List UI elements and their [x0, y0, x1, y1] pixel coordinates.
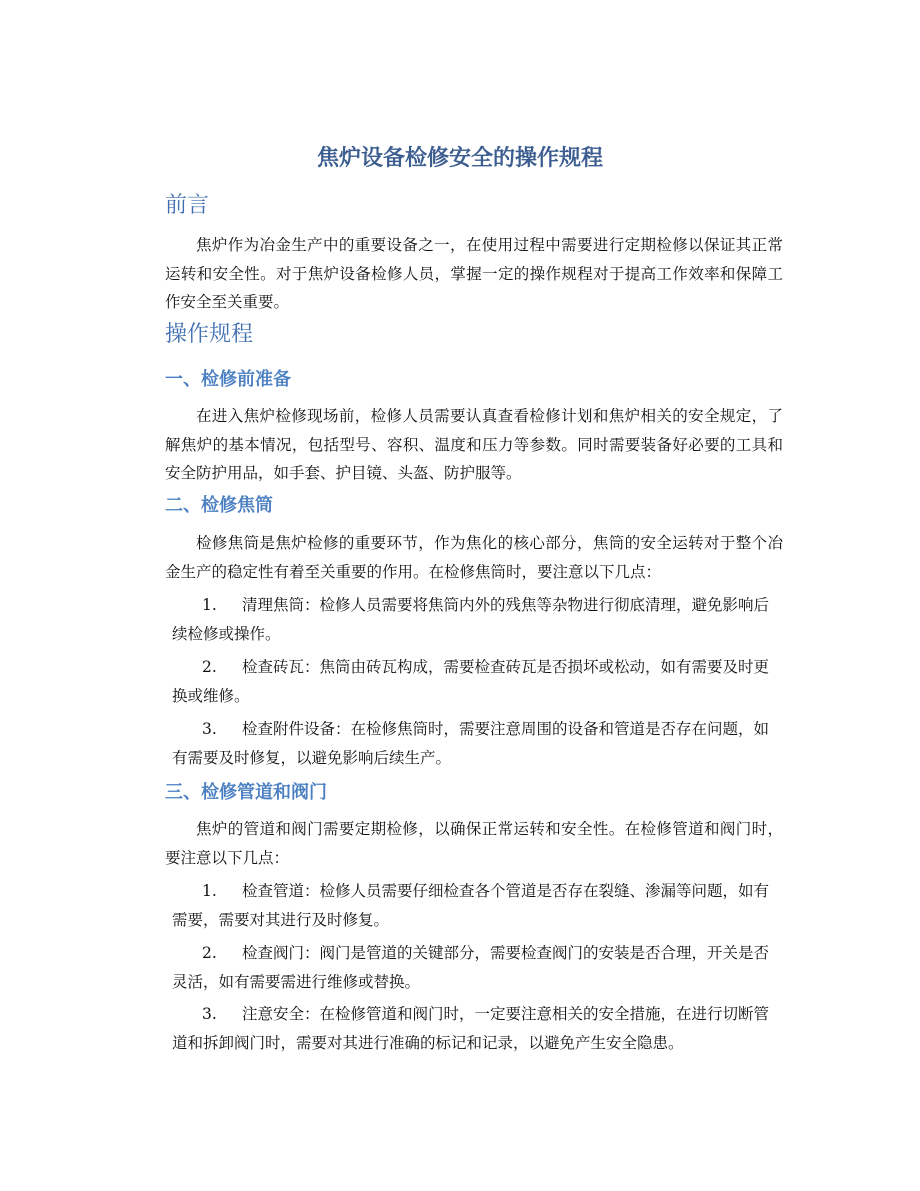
list-item: [172, 653, 784, 710]
procedures-heading: 操作规程: [165, 322, 254, 347]
list-item-number: 2.: [202, 658, 217, 676]
list-item-number: 3.: [202, 720, 217, 738]
list-item-text: 检查阀门：阀门是管道的关键部分，需要检查阀门的安装是否合理，开关是否灵活，如有需要需进行维修或替换。: [172, 944, 770, 991]
section-3-heading: 三、检修管道和阀门: [165, 782, 327, 803]
section-1-paragraph: 在进入焦炉检修现场前，检修人员需要认真查看检修计划和焦炉相关的安全规定，了解焦炉的基本情况，包括型号、容积、温度和压力等参数。同时需要装备好必要的工具和安全防护用品，如手套、护目镜、头盔、防护服等。: [165, 407, 783, 482]
list-item-number: 3.: [202, 1005, 217, 1023]
list-item-text: 注意安全：在检修管道和阀门时，一定要注意相关的安全措施，在进行切断管道和拆卸阀门时，需要对其进行准确的标记和记录，以避免产生安全隐患。: [172, 1005, 770, 1052]
list-item: [172, 877, 784, 934]
list-item-text: 检查砖瓦：焦筒由砖瓦构成，需要检查砖瓦是否损坏或松动，如有需要及时更换或维修。: [172, 658, 770, 705]
section-1-heading: 一、检修前准备: [165, 369, 291, 390]
intro-heading: 前言: [165, 193, 210, 218]
intro-paragraph: 焦炉作为冶金生产中的重要设备之一，在使用过程中需要进行定期检修以保证其正常运转和安全性。对于焦炉设备检修人员，掌握一定的操作规程对于提高工作效率和保障工作安全至关重要。: [165, 236, 783, 311]
section-2-paragraph: 检修焦筒是焦炉检修的重要环节，作为焦化的核心部分，焦筒的安全运转对于整个冶金生产的稳定性有着至关重要的作用。在检修焦筒时，要注意以下几点：: [165, 534, 783, 581]
list-item-number: 2.: [202, 944, 217, 962]
list-item-text: 检查管道：检修人员需要仔细检查各个管道是否存在裂缝、渗漏等问题，如有需要，需要对其进行及时修复。: [172, 882, 770, 929]
list-item: [172, 1000, 784, 1057]
list-item-text: 清理焦筒：检修人员需要将焦筒内外的残焦等杂物进行彻底清理，避免影响后续检修或操作。: [172, 596, 770, 643]
list-item: [172, 591, 784, 648]
section-3-paragraph: 焦炉的管道和阀门需要定期检修，以确保正常运转和安全性。在检修管道和阀门时，要注意以下几点：: [165, 820, 783, 867]
list-item-text: 检查附件设备：在检修焦筒时，需要注意周围的设备和管道是否存在问题，如有需要及时修复，以避免影响后续生产。: [172, 720, 770, 767]
section-2-heading: 二、检修焦筒: [165, 495, 273, 516]
list-item: [172, 939, 784, 996]
list-item: [172, 715, 784, 772]
list-item-number: 1.: [202, 596, 217, 614]
document-title: 焦炉设备检修安全的操作规程: [316, 146, 603, 171]
list-item-number: 1.: [202, 882, 217, 900]
